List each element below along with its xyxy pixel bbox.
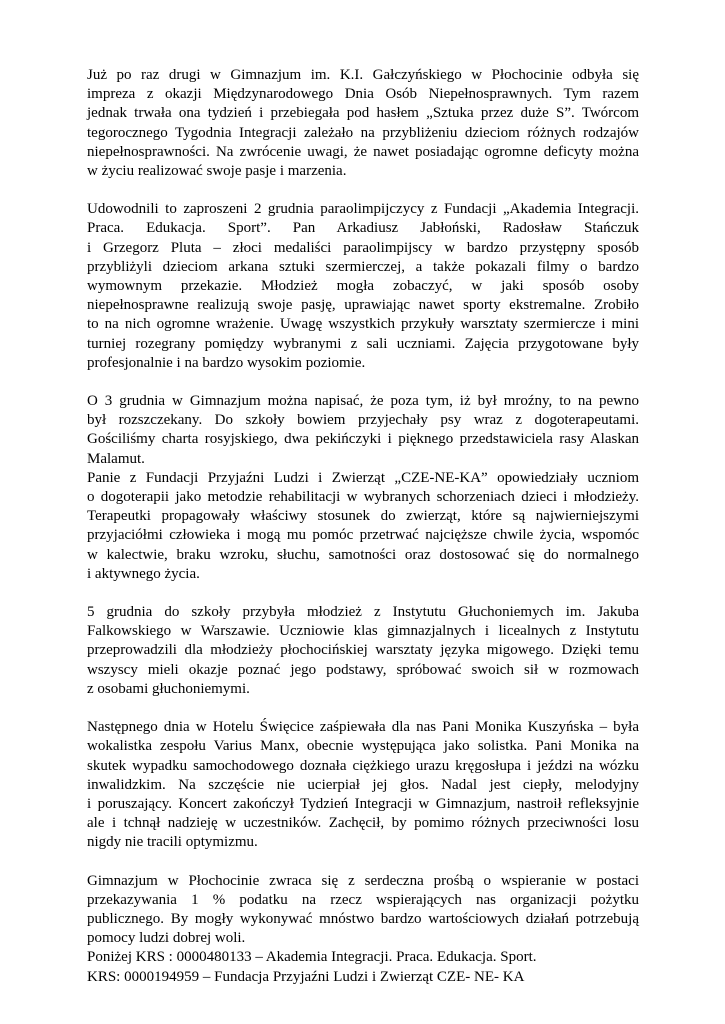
- text-line: skutek wypadku samochodowego doznała ciężkiego urazu kręgosłupa i jeździ na wózku: [87, 757, 639, 774]
- text-line: turniej rozegrany pomiędzy wybranymi z sali uczniami. Zajęcia przygotowane były: [87, 335, 639, 352]
- text-line: publicznego. By mogły wykonywać mnóstwo bardzo wartościowych działań potrzebują: [87, 910, 639, 927]
- text-line: to na nich ogromne wrażenie. Uwagę wszystkich przykuły warsztaty szermiercze i mini: [87, 316, 639, 333]
- text-line: Następnego dnia w Hotelu Święcice zaśpiewała dla nas Pani Monika Kuszyńska – była: [87, 719, 639, 736]
- paragraph: [87, 200, 639, 373]
- text-line: był rozszczekany. Do szkoły bowiem przyjechały psy wraz z dogoterapeutami.: [87, 412, 639, 429]
- text-line: impreza z okazji Międzynarodowego Dnia Osób Niepełnosprawnych. Tym razem: [87, 86, 639, 103]
- paragraph: [87, 603, 639, 699]
- document-body: [87, 66, 639, 987]
- text-line: o dogoterapii jako metodzie rehabilitacji w wybranych schorzeniach dzieci i młodzieży.: [87, 489, 639, 506]
- text-line: nigdy nie tracili optymizmu.: [87, 834, 258, 851]
- text-line: Udowodnili to zaproszeni 2 grudnia paraolimpijczycy z Fundacji „Akademia Integracji.: [87, 201, 639, 218]
- text-line: Terapeutki propagowały właściwy stosunek do zwierząt, które są najwierniejszymi: [87, 508, 639, 525]
- text-line: Gimnazjum w Płochocinie zwraca się z serdeczna prośbą o wspieranie w postaci: [87, 872, 639, 889]
- text-line: Malamut.: [87, 450, 145, 467]
- text-line: Gościliśmy charta rosyjskiego, dwa pekińczyki i pięknego przedstawiciela rasy Alaskan: [87, 431, 639, 448]
- text-line: przekazywania 1 % podatku na rzecz wspierających nas organizacji pożytku: [87, 891, 639, 908]
- text-line: Panie z Fundacji Przyjaźni Ludzi i Zwierząt „CZE-NE-KA” opowiedziały uczniom: [87, 469, 639, 486]
- text-line: wokalistka zespołu Varius Manx, obecnie występująca jako solistka. Pani Monika na: [87, 738, 639, 755]
- paragraph: [87, 392, 639, 469]
- text-line: jednak trwała ona tydzień i przebiegała pod hasłem „Sztuka przez duże S”. Twórcom: [87, 105, 639, 122]
- document-page: [87, 66, 639, 987]
- paragraph: [87, 872, 639, 987]
- text-line: Już po raz drugi w Gimnazjum im. K.I. Gałczyńskiego w Płochocinie odbyła się: [87, 67, 639, 83]
- text-line: profesjonalnie i na bardzo wysokim poziomie.: [87, 354, 366, 371]
- text-line: wszyscy mieli okazje poznać jego podstawy, spróbować swoich sił w rozmowach: [87, 661, 639, 678]
- text-line: 5 grudnia do szkoły przybyła młodzież z Instytutu Głuchoniemych im. Jakuba: [87, 604, 639, 621]
- paragraph: [87, 469, 639, 584]
- text-line: w życiu realizować swoje pasje i marzenia.: [87, 163, 347, 180]
- text-line: ale i tchnął nadzieję w uczestników. Zachęcił, by pomimo różnych przeciwności losu: [87, 815, 639, 832]
- text-line: KRS: 0000194959 – Fundacja Przyjaźni Ludzi i Zwierząt CZE- NE- KA: [87, 968, 525, 985]
- text-line: przybliżyli dzieciom arkana sztuki szermierczej, a także pokazali filmy o bardzo: [87, 258, 639, 275]
- text-line: Praca. Edukacja. Sport”. Pan Arkadiusz Jabłoński, Radosław Stańczuk: [87, 220, 639, 237]
- text-line: wymownym przekazie. Młodzież mogła zobaczyć, w jaki sposób osoby: [87, 278, 639, 295]
- text-line: O 3 grudnia w Gimnazjum można napisać, że poza tym, iż był mroźny, to na pewno: [87, 393, 639, 410]
- text-line: i aktywnego życia.: [87, 565, 200, 582]
- text-line: niepełnosprawności. Na zwrócenie uwagi, że nawet posiadając ogromne deficyty można: [87, 143, 639, 160]
- text-line: przeprowadzili dla młodzieży płochocińskiej warsztaty języka migowego. Dzięki temu: [87, 642, 639, 659]
- text-line: Poniżej KRS : 0000480133 – Akademia Integracji. Praca. Edukacja. Sport.: [87, 949, 537, 966]
- text-line: i poruszający. Koncert zakończył Tydzień Integracji w Gimnazjum, nastroił refleksyjnie: [87, 795, 639, 812]
- paragraph: [87, 718, 639, 852]
- text-line: w kalectwie, braku wzroku, słuchu, samotności oraz dostosować się do normalnego: [87, 546, 639, 563]
- text-line: Falkowskiego w Warszawie. Uczniowie klas gimnazjalnych i licealnych z Instytutu: [87, 623, 639, 640]
- text-line: z osobami głuchoniemymi.: [87, 680, 250, 697]
- text-line: pomocy ludzi dobrej woli.: [87, 930, 246, 947]
- text-line: inwalidzkim. Na szczęście nie ucierpiał jej głos. Nadal jest ciepły, melodyjny: [87, 776, 639, 793]
- text-line: przyjaciółmi człowieka i mogą mu pomóc przetrwać najcięższe chwile życia, wspomóc: [87, 527, 639, 544]
- text-line: niepełnosprawne realizują swoje pasję, uprawiając nawet sporty ekstremalne. Zrobiło: [87, 297, 639, 314]
- paragraph: [87, 66, 639, 181]
- text-line: i Grzegorz Pluta – złoci medaliści paraolimpijscy w bardzo przystępny sposób: [87, 239, 639, 256]
- text-line: tegorocznego Tygodnia Integracji zależało na przybliżeniu dzieciom różnych rodzajów: [87, 124, 639, 141]
